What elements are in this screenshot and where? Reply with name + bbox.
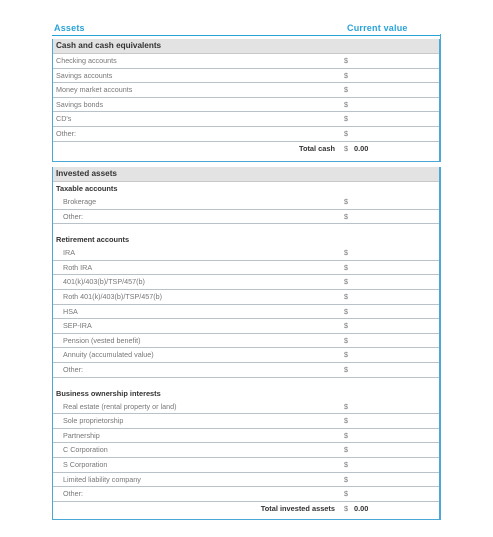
total-cash-label: Total cash	[298, 143, 335, 153]
asset-label: Pension (vested benefit)	[63, 335, 141, 345]
total-invested-label: Total invested assets	[260, 503, 335, 513]
value-field[interactable]: $	[344, 489, 348, 499]
asset-label: Sole proprietorship	[63, 416, 124, 426]
asset-row	[53, 127, 439, 142]
asset-label: Annuity (accumulated value)	[63, 350, 154, 360]
value-field[interactable]: $	[344, 85, 348, 95]
asset-row	[53, 334, 439, 349]
asset-label: Other:	[63, 364, 83, 374]
asset-label: Other:	[63, 211, 83, 221]
asset-row	[53, 363, 439, 378]
asset-label: C Corporation	[63, 445, 108, 455]
value-field[interactable]: $	[344, 70, 348, 80]
asset-row	[53, 83, 439, 98]
column-header	[52, 22, 440, 36]
asset-row	[53, 319, 439, 334]
asset-label: CD's	[56, 114, 72, 124]
asset-row	[53, 348, 439, 363]
asset-row	[53, 443, 439, 458]
value-field[interactable]: $	[344, 128, 348, 138]
asset-label: Savings accounts	[56, 70, 113, 80]
asset-label: Checking accounts	[56, 56, 117, 65]
business-interests-title: Business ownership interests	[56, 388, 161, 398]
current-value-heading: Current value	[347, 23, 408, 33]
total-cash-row	[53, 142, 439, 156]
value-field[interactable]: $	[344, 291, 348, 301]
value-field[interactable]: $	[344, 114, 348, 124]
asset-label: Roth 401(k)/403(b)/TSP/457(b)	[63, 291, 163, 301]
asset-row	[53, 429, 439, 444]
value-field[interactable]: $	[344, 306, 348, 316]
asset-row	[53, 195, 439, 210]
asset-row	[53, 112, 439, 127]
invested-section-title: Invested assets	[53, 167, 439, 182]
asset-label: Partnership	[63, 430, 100, 440]
value-field[interactable]: $	[344, 56, 348, 65]
asset-label: S Corporation	[63, 459, 108, 469]
asset-label: Roth IRA	[63, 262, 93, 272]
assets-heading: Assets	[54, 23, 85, 33]
value-field[interactable]: $	[344, 211, 348, 221]
asset-label: IRA	[63, 248, 75, 258]
right-border-line	[440, 167, 441, 520]
total-cash-value[interactable]: 0.00	[354, 143, 369, 153]
asset-label: 401(k)/403(b)/TSP/457(b)	[63, 277, 145, 287]
invested-section	[52, 167, 440, 520]
value-field[interactable]: $	[344, 430, 348, 440]
cash-section	[52, 39, 440, 162]
value-field[interactable]: $	[344, 445, 348, 455]
asset-row	[53, 98, 439, 113]
asset-label: Savings bonds	[56, 99, 104, 109]
total-invested-row	[53, 502, 439, 516]
value-field[interactable]: $	[344, 350, 348, 360]
value-field[interactable]: $	[344, 262, 348, 272]
value-field[interactable]: $	[344, 401, 348, 411]
asset-label: SEP-IRA	[63, 321, 92, 331]
total-invested-value[interactable]: 0.00	[354, 503, 369, 513]
value-field[interactable]: $	[344, 248, 348, 258]
value-field[interactable]: $	[344, 364, 348, 374]
value-field[interactable]: $	[344, 321, 348, 331]
asset-row	[53, 414, 439, 429]
value-field[interactable]: $	[344, 197, 348, 206]
asset-row	[53, 210, 439, 225]
asset-label: Real estate (rental property or land)	[63, 401, 177, 411]
value-field[interactable]: $	[344, 335, 348, 345]
asset-label: Brokerage	[63, 197, 97, 206]
asset-row	[53, 246, 439, 261]
asset-row	[53, 275, 439, 290]
value-field[interactable]: $	[344, 459, 348, 469]
asset-label: Other:	[63, 489, 83, 499]
value-field[interactable]: $	[344, 277, 348, 287]
asset-row	[53, 400, 439, 415]
asset-row	[53, 69, 439, 84]
asset-row	[53, 487, 439, 502]
asset-label: HSA	[63, 306, 78, 316]
asset-label: Other:	[56, 128, 76, 138]
asset-row	[53, 290, 439, 305]
asset-row	[53, 54, 439, 69]
asset-row	[53, 458, 439, 473]
retirement-accounts-title: Retirement accounts	[56, 235, 130, 245]
asset-label: Money market accounts	[56, 85, 133, 95]
asset-row	[53, 305, 439, 320]
asset-row	[53, 473, 439, 488]
value-field[interactable]: $	[344, 416, 348, 426]
currency-symbol: $	[344, 143, 349, 153]
value-field[interactable]: $	[344, 99, 348, 109]
cash-section-title: Cash and cash equivalents	[53, 39, 439, 54]
right-border-line	[440, 34, 441, 162]
taxable-accounts-title: Taxable accounts	[56, 184, 118, 193]
asset-label: Limited liability company	[63, 474, 141, 484]
value-field[interactable]: $	[344, 474, 348, 484]
currency-symbol: $	[344, 503, 349, 513]
asset-row	[53, 261, 439, 276]
